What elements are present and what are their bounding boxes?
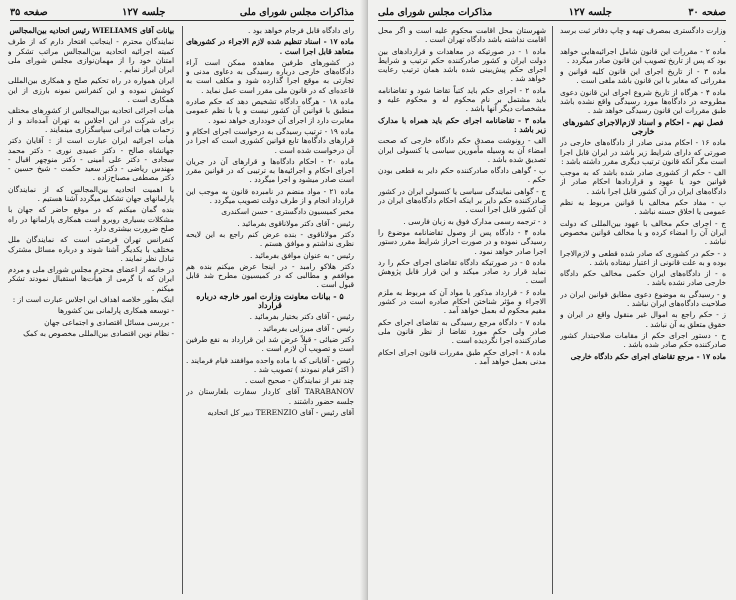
left-page bbox=[0, 0, 364, 600]
paragraph: ماده ۱۶ - احکام مدنی صادر از دادگاه‌های خارجی در صورتی که دارای شرایط زیر باشد در ایران قابل اجرا است مگر آنکه قانون ترتیب دیگری مقرر داشته باشد : bbox=[560, 138, 726, 166]
paragraph: با اهمیت اتحادیه بین‌المجالس که از نمایندگان پارلمانهای جهان تشکیل میگردد آشنا هستیم . bbox=[8, 184, 174, 204]
paragraph: اینک بطور خلاصه اهداف این اجلاس عبارت است از : bbox=[12, 295, 174, 305]
right-header-title: مذاکرات مجلس شورای ملی bbox=[378, 6, 493, 18]
paragraph: د - حکم در کشوری که صادر شده قطعی و لازم‌الاجرا بوده و به علت قانونی از اعتبار نیفتاده باشد . bbox=[560, 248, 726, 267]
paragraph: ماده ۸ - اجرای حکم طبق مقررات قانون اجرای احکام مدنی بعمل خواهد آمد . bbox=[378, 347, 546, 366]
list-item: - نظام نوین اقتصادی بین‌المللی مخصوص به کمک bbox=[23, 328, 174, 338]
list-item: - توسعه همکاری پارلمانی بین کشورها bbox=[57, 306, 174, 316]
right-page bbox=[368, 0, 736, 600]
paragraph: چند نفر از نمایندگان - صحیح است . bbox=[245, 376, 354, 386]
paragraph: ماده ۱۸ - هرگاه دادگاه تشخیص دهد که حکم صادره منطبق با قوانین آن کشور نیست و یا با نظم عمومی مغایرت دارد از اجرای آن خودداری خواهد نمود . bbox=[186, 97, 354, 125]
paragraph: ماده ۱ - در صورتیکه در معاهدات و قراردادهای بین دولت ایران و کشور صادرکننده حکم ترتیب و شرایط اجرای حکم پیش‌بینی شده باشد همان ترتیب رعایت خواهد شد . bbox=[378, 46, 546, 84]
paragraph: رئیس - آقایانی که با ماده واحده موافقند قیام فرمایند . ( اکثر قیام نمودند ) تصویب شد . bbox=[186, 355, 354, 374]
paragraph: ماده ۳ - از تاریخ اجرای این قانون کلیه قوانین و مقرراتی که مغایر با این قانون باشد ملغی است . bbox=[560, 67, 726, 86]
paragraph: ماده ۲۱ - مواد منضم در نامبرده قانون به موجب این قرارداد انجام و از طرف دولت تصویب میگردد . bbox=[186, 186, 354, 206]
paragraph: ماده ۱۹ - ترتیب رسیدگی به درخواست اجرای احکام و قرارهای دادگاه‌ها تابع قوانین کشوری است که اجرا در آن درخواست شده است . bbox=[186, 126, 354, 155]
paragraph: در کشورهای طرفین معاهده ممکن است آراء دادگاه‌های خارجی درباره رسیدگی به دعاوی مدنی و تجارتی به موقع اجرا گذارده شود و مکلف است به قاعده‌ای که در قانون ملی مقرر است عمل نماید . bbox=[186, 57, 354, 95]
left-header-page-number: صفحه ۳۵ bbox=[10, 6, 48, 18]
right-header-session: جلسه ۱۲۷ bbox=[568, 6, 612, 18]
paragraph: TARABANOV آقای کاردار سفارت بلغارستان در جلسه حضور داشتند . bbox=[186, 387, 354, 406]
paragraph: رئیس - به عنوان موافق بفرمائید . bbox=[250, 250, 354, 260]
right-page-header bbox=[378, 4, 726, 21]
paragraph: ماده ۵ - در صورتیکه دادگاه تقاضای اجرای حکم را رد نماید قرار رد صادر میکند و این قرار قابل پژوهش است . bbox=[378, 257, 546, 286]
right-page-right-column bbox=[560, 26, 726, 596]
paragraph: ماده ۷ - دادگاه مرجع رسیدگی به تقاضای اجرای حکم صادر ولی حکم مورد تقاضا از نظر قانون ملی صادرکننده اجرا نگردیده است . bbox=[378, 317, 546, 346]
right-header-page-number: صفحه ۳۰ bbox=[688, 6, 726, 18]
paragraph: دکتر هلاکو رامبد - در اینجا عرض میکنم بنده هم موافقم و مطالبی که در کمیسیون مطرح شد قابل قبول است . bbox=[186, 261, 354, 290]
left-page-right-column bbox=[186, 26, 354, 596]
paragraph: د - ترجمه رسمی مدارک فوق به زبان فارسی . bbox=[403, 216, 546, 226]
list-item: - بررسی مسائل اقتصادی و اجتماعی جهان bbox=[44, 317, 174, 327]
paragraph: وزارت دادگستری بمصرف تهیه و چاپ دفاتر ثبت برسد . bbox=[560, 26, 726, 45]
paragraph: بیانات آقای WIELIAMS رئیس اتحادیه بین‌المجالس bbox=[9, 26, 174, 35]
column-divider bbox=[182, 26, 183, 594]
column-divider bbox=[552, 26, 553, 594]
paragraph: ب - گواهی دادگاه صادرکننده حکم دایر به قطعی بودن حکم . bbox=[378, 166, 546, 185]
paragraph: ماده ۲ - اجرای حکم باید کتباً تقاضا شود و تقاضانامه باید مشتمل بر نام محکوم له و محکوم علیه و مشخصات دیگر آنها باشد . bbox=[378, 85, 546, 114]
paragraph: هیأت اجرائی اتحادیه بین‌المجالس از کشورهای مختلف برای شرکت در این اجلاس به تهران آمده‌اند و از زحمات هیأت ایرانی سپاسگزاری مینمایند . bbox=[8, 106, 174, 134]
section-heading: فصل نهم - احکام و اسناد لازم‌الاجرای کشورهای خارجی bbox=[562, 116, 724, 136]
paragraph: ماده ۴ - دادگاه پس از وصول تقاضانامه موضوع را رسیدگی نموده و در صورت احراز شرایط مقرر دستور اجرا صادر خواهد نمود . bbox=[378, 227, 546, 256]
paragraph: ماده ۶ - قرارداد مذکور یا مواد آن که مربوط به ملزم الاجراء و مؤثر شناختن احکام صادره است در کشور مقیم محکوم له بعمل خواهد آمد . bbox=[378, 287, 546, 316]
section-heading: ۵ - بیانات معاونت وزارت امور خارجه درباره قرارداد bbox=[196, 290, 344, 311]
paragraph: الف - رونوشت مصدق حکم دادگاه خارجی که صحت امضاء آن به وسیله مأمورین سیاسی یا کنسولی ایران تصدیق شده باشد . bbox=[378, 136, 546, 164]
paragraph: ایران همواره در راه تحکیم صلح و همکاری بین‌المللی کوشش نموده و این کنفرانس نمونه بارزی از این همکاری است . bbox=[8, 76, 174, 105]
paragraph: در خاتمه از اعضای محترم مجلس شورای ملی و مردم ایران که با گرمی از هیأت‌ها استقبال نمودند تشکر میکنم . bbox=[8, 265, 174, 293]
paragraph: بنده گمان میکنم که در موقع حاضر که جهان با مشکلات بسیاری روبرو است همکاری پارلمانها در راه صلح ضرورت بیشتری دارد . bbox=[8, 205, 174, 233]
paragraph: الف - حکم از کشوری صادر شده باشد که به موجب قوانین خود یا عهود و قراردادها احکام صادر از دادگاه‌های ایران در آن کشور قابل اجرا باشد . bbox=[560, 168, 726, 196]
paragraph: کنفرانس تهران فرصتی است که نمایندگان ملل مختلف با یکدیگر آشنا شوند و درباره مسائل مشترک تبادل نظر نمایند . bbox=[8, 235, 174, 263]
paragraph: ماده ۲۰ - احکام دادگاه‌ها و قرارهای آن در جریان اجرای احکام و اجرائیه‌ها به ترتیبی که در قوانین مقرر است صادر میشود و اجرا میگردد . bbox=[186, 156, 354, 185]
paragraph: ماده ۱۷ - مرجع تقاضای اجرای حکم دادگاه خارجی bbox=[570, 351, 726, 361]
paragraph: ب - مفاد حکم مخالف با قوانین مربوط به نظم عمومی یا اخلاق حسنه نباشد . bbox=[560, 198, 726, 217]
right-page-left-column bbox=[378, 26, 546, 596]
left-page-left-column bbox=[8, 26, 174, 596]
paragraph: هیأت اجرائیه ایران عبارت است از : آقایان دکتر جهانشاه صالح - دکتر عمیدی نوری - دکتر محمد سجادی - دکتر علی امینی - دکتر منوچهر اقبال - مهندس ریاضی - دکتر سعید حکمت - شیخ حسین - دکتر مصطفی مصباح‌زاده . bbox=[8, 136, 174, 183]
paragraph: شهرستان محل اقامت محکوم علیه است و اگر محل اقامت نداشته باشد دادگاه تهران است . bbox=[378, 26, 546, 45]
paragraph: ج - اجرای حکم مخالف با عهود بین‌المللی که دولت ایران آن را امضاء کرده و یا مخالف قوانین مخصوص نباشد . bbox=[560, 218, 726, 247]
paragraph: رئیس - آقای دکتر مولاناقوی بفرمائید . bbox=[237, 218, 354, 228]
paragraph: دکتر ضیائی - قبلاً عرض شد این قرارداد به نفع طرفین است و تصویب آن لازم است . bbox=[186, 334, 354, 354]
paragraph: نمایندگان محترم - اینجانب افتخار دارم که از طرف کمیته اجرائیه اتحادیه بین‌المجالس مراتب تشکر و امتنان خود را از مهمان‌نوازی مجلس شورای ملی ایران ابراز نمایم . bbox=[8, 37, 174, 75]
paragraph: ج - گواهی نمایندگی سیاسی یا کنسولی ایران در کشور صادرکننده حکم دایر بر اینکه احکام دادگاه‌های ایران در آن کشور قابل اجرا است . bbox=[378, 186, 546, 215]
left-header-session: جلسه ۱۲۷ bbox=[122, 6, 166, 18]
paragraph: ماده ۲ - مقررات این قانون شامل اجرائیه‌هایی خواهد بود که پس از تاریخ تصویب این قانون صادر میگردد . bbox=[560, 46, 726, 65]
paragraph: ز - حکم راجع به اموال غیر منقول واقع در ایران و حقوق متعلق به آن نباشد . bbox=[560, 310, 726, 329]
left-page-header bbox=[10, 4, 354, 21]
paragraph: ه - از دادگاه‌های ایران حکمی مخالف حکم دادگاه خارجی صادر نشده باشد . bbox=[560, 269, 726, 288]
paragraph: ح - دستور اجرای حکم از مقامات صلاحیتدار کشور صادرکننده حکم صادر شده باشد . bbox=[560, 330, 726, 350]
paragraph: رئیس - آقای دکتر بختیار بفرمائید . bbox=[249, 312, 354, 322]
paragraph: رای دادگاه قابل فرجام خواهد بود . bbox=[248, 26, 354, 35]
paragraph: مخبر کمیسیون دادگستری - حسن اسکندری bbox=[221, 207, 354, 217]
paragraph: ماده ۴ - هرگاه از تاریخ شروع اجرای این قانون دعوی مطروحه در دادگاه‌ها مورد رسیدگی واقع نشده باشد طبق مقررات این قانون رسیدگی خواهد شد . bbox=[560, 87, 726, 116]
paragraph: ماده ۳ - تقاضانامه اجرای حکم باید همراه با مدارک زیر باشد : bbox=[378, 115, 546, 134]
paragraph: رئیس - آقای میرزایی بفرمائید . bbox=[258, 323, 354, 333]
paragraph: دکتر مولاناقوی - بنده عرض کنم راجع به این لایحه نظری نداشتم و موافق هستم . bbox=[186, 229, 354, 249]
left-header-title: مذاکرات مجلس شورای ملی bbox=[239, 6, 354, 18]
paragraph: ماده ۱۷ - اسناد تنظیم شده لازم الاجراء در کشورهای متعاهد قابل اجرا است . bbox=[186, 37, 354, 56]
paragraph: و - رسیدگی به موضوع دعوی مطابق قوانین ایران در صلاحیت دادگاه‌های ایران نباشد . bbox=[560, 289, 726, 309]
paragraph: آقای رئیس - آقای TERENZIO دبیر کل اتحادیه bbox=[207, 407, 354, 417]
